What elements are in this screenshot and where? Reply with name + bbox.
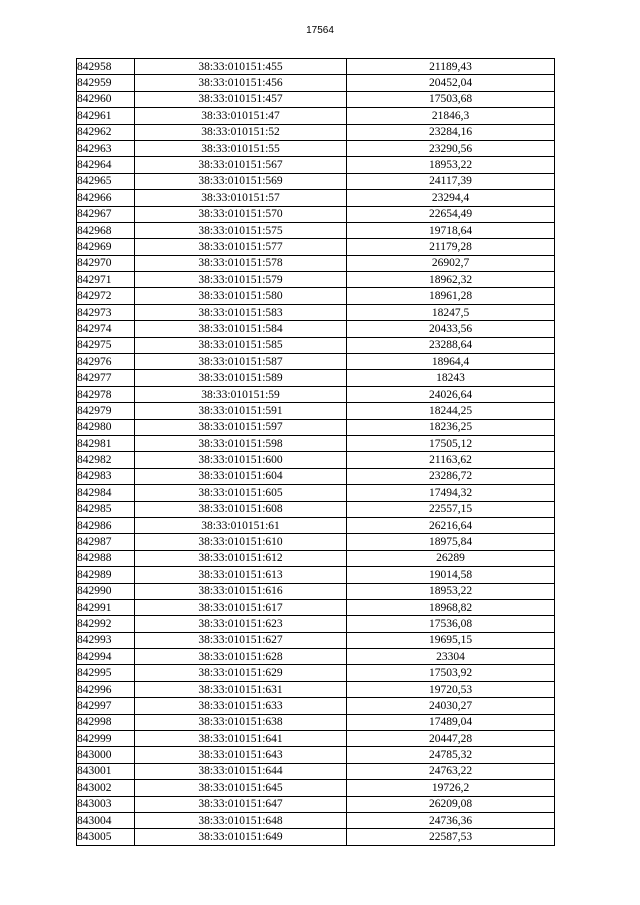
row-id-cell: 842958 — [77, 59, 135, 75]
cadastral-number-cell: 38:33:010151:598 — [135, 435, 347, 451]
table-row — [77, 59, 555, 75]
table-row — [77, 222, 555, 238]
cadastral-number-cell: 38:33:010151:605 — [135, 485, 347, 501]
row-id-cell: 842962 — [77, 124, 135, 140]
cadastral-number-cell: 38:33:010151:613 — [135, 567, 347, 583]
table-row — [77, 124, 555, 140]
row-id-cell: 842987 — [77, 534, 135, 550]
cadastral-number-cell: 38:33:010151:570 — [135, 206, 347, 222]
row-id-cell: 843000 — [77, 747, 135, 763]
cadastral-number-cell: 38:33:010151:610 — [135, 534, 347, 550]
value-cell: 19720,53 — [347, 681, 555, 697]
row-id-cell: 842989 — [77, 567, 135, 583]
row-id-cell: 842992 — [77, 616, 135, 632]
table-row — [77, 485, 555, 501]
cadastral-number-cell: 38:33:010151:579 — [135, 272, 347, 288]
row-id-cell: 842980 — [77, 419, 135, 435]
row-id-cell: 842997 — [77, 698, 135, 714]
cadastral-number-cell: 38:33:010151:623 — [135, 616, 347, 632]
row-id-cell: 842964 — [77, 157, 135, 173]
cadastral-number-cell: 38:33:010151:617 — [135, 599, 347, 615]
value-cell: 17503,92 — [347, 665, 555, 681]
row-id-cell: 842979 — [77, 403, 135, 419]
cadastral-number-cell: 38:33:010151:638 — [135, 714, 347, 730]
value-cell: 18968,82 — [347, 599, 555, 615]
table-row — [77, 75, 555, 91]
cadastral-number-cell: 38:33:010151:641 — [135, 731, 347, 747]
cadastral-number-cell: 38:33:010151:567 — [135, 157, 347, 173]
row-id-cell: 842966 — [77, 190, 135, 206]
value-cell: 19726,2 — [347, 780, 555, 796]
row-id-cell: 842973 — [77, 304, 135, 320]
row-id-cell: 842990 — [77, 583, 135, 599]
table-row — [77, 599, 555, 615]
cadastral-number-cell: 38:33:010151:57 — [135, 190, 347, 206]
cadastral-number-cell: 38:33:010151:643 — [135, 747, 347, 763]
row-id-cell: 842996 — [77, 681, 135, 697]
table-row — [77, 403, 555, 419]
row-id-cell: 842983 — [77, 468, 135, 484]
cadastral-number-cell: 38:33:010151:456 — [135, 75, 347, 91]
cadastral-number-cell: 38:33:010151:52 — [135, 124, 347, 140]
row-id-cell: 843004 — [77, 812, 135, 828]
table-row — [77, 255, 555, 271]
cadastral-number-cell: 38:33:010151:587 — [135, 354, 347, 370]
cadastral-number-cell: 38:33:010151:578 — [135, 255, 347, 271]
value-cell: 18953,22 — [347, 157, 555, 173]
row-id-cell: 842963 — [77, 140, 135, 156]
cadastral-number-cell: 38:33:010151:589 — [135, 370, 347, 386]
value-cell: 26216,64 — [347, 517, 555, 533]
value-cell: 18975,84 — [347, 534, 555, 550]
cadastral-number-cell: 38:33:010151:455 — [135, 59, 347, 75]
row-id-cell: 842993 — [77, 632, 135, 648]
registry-table — [76, 58, 555, 846]
page-number: 17564 — [306, 25, 334, 36]
table-row — [77, 534, 555, 550]
row-id-cell: 843005 — [77, 829, 135, 845]
value-cell: 18961,28 — [347, 288, 555, 304]
value-cell: 19695,15 — [347, 632, 555, 648]
table-row — [77, 583, 555, 599]
row-id-cell: 842977 — [77, 370, 135, 386]
row-id-cell: 842975 — [77, 337, 135, 353]
value-cell: 19014,58 — [347, 567, 555, 583]
cadastral-number-cell: 38:33:010151:597 — [135, 419, 347, 435]
cadastral-number-cell: 38:33:010151:629 — [135, 665, 347, 681]
row-id-cell: 843002 — [77, 780, 135, 796]
value-cell: 19718,64 — [347, 222, 555, 238]
table-row — [77, 337, 555, 353]
table-row — [77, 239, 555, 255]
cadastral-number-cell: 38:33:010151:645 — [135, 780, 347, 796]
table-row — [77, 649, 555, 665]
value-cell: 17494,32 — [347, 485, 555, 501]
table-row — [77, 91, 555, 107]
value-cell: 23290,56 — [347, 140, 555, 156]
cadastral-number-cell: 38:33:010151:580 — [135, 288, 347, 304]
table-row — [77, 452, 555, 468]
cadastral-number-cell: 38:33:010151:59 — [135, 386, 347, 402]
value-cell: 26289 — [347, 550, 555, 566]
table-row — [77, 140, 555, 156]
registry-table-body — [77, 59, 555, 846]
row-id-cell: 842995 — [77, 665, 135, 681]
cadastral-number-cell: 38:33:010151:649 — [135, 829, 347, 845]
row-id-cell: 843001 — [77, 763, 135, 779]
value-cell: 23288,64 — [347, 337, 555, 353]
value-cell: 24030,27 — [347, 698, 555, 714]
table-row — [77, 632, 555, 648]
cadastral-number-cell: 38:33:010151:604 — [135, 468, 347, 484]
row-id-cell: 842998 — [77, 714, 135, 730]
cadastral-number-cell: 38:33:010151:61 — [135, 517, 347, 533]
value-cell: 18236,25 — [347, 419, 555, 435]
value-cell: 24026,64 — [347, 386, 555, 402]
value-cell: 24736,36 — [347, 812, 555, 828]
value-cell: 23304 — [347, 649, 555, 665]
row-id-cell: 842961 — [77, 108, 135, 124]
value-cell: 17489,04 — [347, 714, 555, 730]
value-cell: 26209,08 — [347, 796, 555, 812]
cadastral-number-cell: 38:33:010151:47 — [135, 108, 347, 124]
table-row — [77, 681, 555, 697]
value-cell: 18962,32 — [347, 272, 555, 288]
row-id-cell: 842986 — [77, 517, 135, 533]
value-cell: 18247,5 — [347, 304, 555, 320]
row-id-cell: 842994 — [77, 649, 135, 665]
row-id-cell: 843003 — [77, 796, 135, 812]
row-id-cell: 842988 — [77, 550, 135, 566]
table-row — [77, 550, 555, 566]
row-id-cell: 842974 — [77, 321, 135, 337]
value-cell: 18243 — [347, 370, 555, 386]
table-row — [77, 616, 555, 632]
table-row — [77, 747, 555, 763]
value-cell: 23294,4 — [347, 190, 555, 206]
table-row — [77, 763, 555, 779]
value-cell: 22587,53 — [347, 829, 555, 845]
table-row — [77, 272, 555, 288]
cadastral-number-cell: 38:33:010151:583 — [135, 304, 347, 320]
table-row — [77, 812, 555, 828]
table-row — [77, 173, 555, 189]
value-cell: 20447,28 — [347, 731, 555, 747]
table-row — [77, 698, 555, 714]
value-cell: 23284,16 — [347, 124, 555, 140]
value-cell: 24763,22 — [347, 763, 555, 779]
cadastral-number-cell: 38:33:010151:647 — [135, 796, 347, 812]
table-row — [77, 829, 555, 845]
cadastral-number-cell: 38:33:010151:644 — [135, 763, 347, 779]
row-id-cell: 842976 — [77, 354, 135, 370]
row-id-cell: 842984 — [77, 485, 135, 501]
cadastral-number-cell: 38:33:010151:55 — [135, 140, 347, 156]
value-cell: 17503,68 — [347, 91, 555, 107]
table-row — [77, 386, 555, 402]
value-cell: 21846,3 — [347, 108, 555, 124]
value-cell: 17536,08 — [347, 616, 555, 632]
row-id-cell: 842959 — [77, 75, 135, 91]
row-id-cell: 842991 — [77, 599, 135, 615]
row-id-cell: 842999 — [77, 731, 135, 747]
table-row — [77, 665, 555, 681]
table-row — [77, 304, 555, 320]
table-row — [77, 419, 555, 435]
table-row — [77, 468, 555, 484]
table-row — [77, 206, 555, 222]
row-id-cell: 842969 — [77, 239, 135, 255]
row-id-cell: 842981 — [77, 435, 135, 451]
table-row — [77, 354, 555, 370]
cadastral-number-cell: 38:33:010151:616 — [135, 583, 347, 599]
cadastral-number-cell: 38:33:010151:600 — [135, 452, 347, 468]
table-row — [77, 157, 555, 173]
value-cell: 18964,4 — [347, 354, 555, 370]
row-id-cell: 842960 — [77, 91, 135, 107]
table-row — [77, 780, 555, 796]
row-id-cell: 842965 — [77, 173, 135, 189]
row-id-cell: 842970 — [77, 255, 135, 271]
value-cell: 26902,7 — [347, 255, 555, 271]
value-cell: 21163,62 — [347, 452, 555, 468]
cadastral-number-cell: 38:33:010151:585 — [135, 337, 347, 353]
table-row — [77, 435, 555, 451]
value-cell: 17505,12 — [347, 435, 555, 451]
cadastral-number-cell: 38:33:010151:608 — [135, 501, 347, 517]
cadastral-number-cell: 38:33:010151:612 — [135, 550, 347, 566]
cadastral-number-cell: 38:33:010151:633 — [135, 698, 347, 714]
table-row — [77, 731, 555, 747]
table-row — [77, 321, 555, 337]
row-id-cell: 842971 — [77, 272, 135, 288]
cadastral-number-cell: 38:33:010151:648 — [135, 812, 347, 828]
row-id-cell: 842972 — [77, 288, 135, 304]
value-cell: 20433,56 — [347, 321, 555, 337]
cadastral-number-cell: 38:33:010151:627 — [135, 632, 347, 648]
cadastral-number-cell: 38:33:010151:577 — [135, 239, 347, 255]
value-cell: 24117,39 — [347, 173, 555, 189]
value-cell: 21179,28 — [347, 239, 555, 255]
value-cell: 22654,49 — [347, 206, 555, 222]
cadastral-number-cell: 38:33:010151:584 — [135, 321, 347, 337]
table-row — [77, 108, 555, 124]
table-row — [77, 190, 555, 206]
row-id-cell: 842982 — [77, 452, 135, 468]
value-cell: 22557,15 — [347, 501, 555, 517]
table-row — [77, 501, 555, 517]
table-row — [77, 517, 555, 533]
cadastral-number-cell: 38:33:010151:575 — [135, 222, 347, 238]
table-row — [77, 796, 555, 812]
cadastral-number-cell: 38:33:010151:591 — [135, 403, 347, 419]
row-id-cell: 842978 — [77, 386, 135, 402]
value-cell: 23286,72 — [347, 468, 555, 484]
cadastral-number-cell: 38:33:010151:628 — [135, 649, 347, 665]
cadastral-number-cell: 38:33:010151:569 — [135, 173, 347, 189]
cadastral-number-cell: 38:33:010151:457 — [135, 91, 347, 107]
value-cell: 24785,32 — [347, 747, 555, 763]
row-id-cell: 842967 — [77, 206, 135, 222]
value-cell: 21189,43 — [347, 59, 555, 75]
table-row — [77, 567, 555, 583]
table-row — [77, 288, 555, 304]
table-row — [77, 714, 555, 730]
value-cell: 18953,22 — [347, 583, 555, 599]
row-id-cell: 842985 — [77, 501, 135, 517]
table-row — [77, 370, 555, 386]
row-id-cell: 842968 — [77, 222, 135, 238]
cadastral-number-cell: 38:33:010151:631 — [135, 681, 347, 697]
value-cell: 18244,25 — [347, 403, 555, 419]
value-cell: 20452,04 — [347, 75, 555, 91]
